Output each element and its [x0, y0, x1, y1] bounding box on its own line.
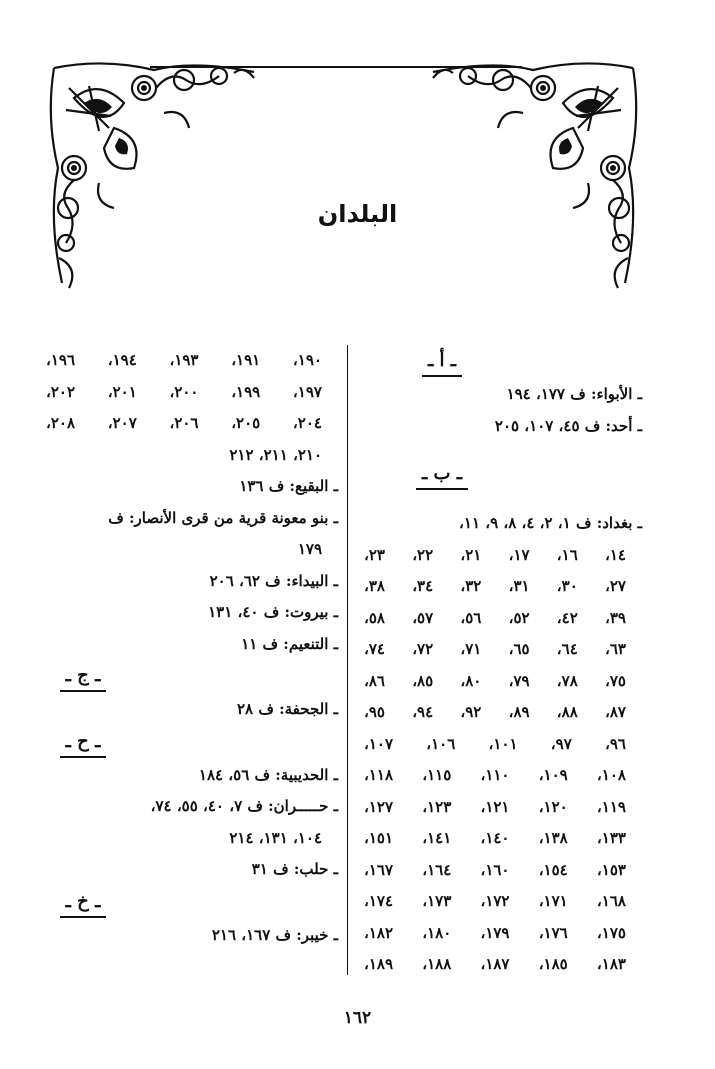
index-entry-continuation: ١١٩، ١٢٠، ١٢١، ١٢٣، ١٢٧،	[364, 797, 626, 816]
corner-ornament-left-icon	[44, 58, 259, 290]
index-entry: ـ أحد: ف ٤٥، ١٠٧، ٢٠٥	[494, 416, 642, 435]
index-column-right	[364, 345, 642, 981]
index-entry-continuation: ١٣٣، ١٣٨، ١٤٠، ١٤١، ١٥١،	[364, 829, 626, 847]
spacer	[364, 492, 642, 508]
index-entry-continuation: ١٧٩	[297, 540, 322, 558]
index-entry: ـ حـــــران: ف ٧، ٤٠، ٥٥، ٧٤،	[150, 797, 338, 815]
index-entry: ـ بغداد: ف ١، ٢، ٤، ٨، ٩، ١١،	[459, 514, 642, 532]
index-entry-continuation: ١٥٣، ١٥٤، ١٦٠، ١٦٤، ١٦٧،	[364, 860, 626, 879]
index-entry-continuation: ٧٥، ٧٨، ٧٩، ٨٠، ٨٥، ٨٦،	[364, 671, 626, 690]
index-entry: ـ الحديبية: ف ٥٦، ١٨٤	[198, 765, 338, 784]
section-letter-text: ـ ج ـ	[60, 662, 107, 692]
section-letter-text: ـ ب ـ	[416, 460, 468, 490]
index-entry: ـ الجحفة: ف ٢٨	[236, 700, 338, 718]
index-entry: ـ البقيع: ف ١٣٦	[239, 477, 338, 495]
section-letter-text: ـ أ ـ	[422, 347, 462, 377]
page-title: البلدان	[317, 200, 398, 228]
index-entry: ـ حلب: ف ٣١	[251, 860, 338, 878]
index-entry-continuation: ٩٦، ٩٧، ١٠١، ١٠٦، ١٠٧،	[364, 734, 626, 753]
index-entry-continuation: ٢٧، ٣٠، ٣١، ٣٢، ٣٤، ٣٨،	[364, 577, 626, 595]
section-letter-text: ـ ح ـ	[60, 728, 107, 758]
index-entry-continuation: ١٠٤، ١٣١، ٢١٤	[229, 828, 322, 847]
index-entry-continuation: ٨٧، ٨٨، ٨٩، ٩٢، ٩٤، ٩٥،	[364, 703, 626, 721]
index-entry-continuation: ٦٣، ٦٤، ٦٥، ٧١، ٧٢، ٧٤،	[364, 640, 626, 658]
index-entry-continuation: ١٨٣، ١٨٥، ١٨٧، ١٨٨، ١٨٩،	[364, 955, 626, 973]
index-entry: ـ التنعيم: ف ١١	[241, 634, 338, 653]
corner-ornament-right-icon	[428, 58, 643, 290]
spacer	[364, 442, 642, 458]
index-entry-continuation: ٣٩، ٤٢، ٥٢، ٥٦، ٥٧، ٥٨،	[364, 608, 626, 627]
index-entry: ـ بنو معونة قرية من قرى الأنصار: ف	[108, 508, 338, 527]
index-entry-continuation: ٢١٠، ٢١١، ٢١٢	[229, 445, 322, 464]
index-entry-continuation: ١٦٨، ١٧١، ١٧٢، ١٧٣، ١٧٤،	[364, 892, 626, 910]
index-entry-continuation: ١٧٥، ١٧٦، ١٧٩، ١٨٠، ١٨٢،	[364, 923, 626, 942]
section-letter-heading	[372, 347, 512, 379]
index-entry-continuation: ١٤، ١٦، ١٧، ٢١، ٢٢، ٢٣،	[364, 545, 626, 564]
column-divider	[347, 345, 348, 975]
section-letter-heading	[372, 460, 512, 492]
section-letter-heading	[48, 728, 118, 760]
index-entry: ـ بيروت: ف ٤٠، ١٣١	[208, 603, 338, 621]
index-entry-continuation: ١٠٨، ١٠٩، ١١٠، ١١٥، ١١٨،	[364, 766, 626, 784]
index-entry-continuation: ١٩٠، ١٩١، ١٩٣، ١٩٤، ١٩٦،	[46, 351, 322, 369]
page-number: ١٦٢	[343, 1008, 372, 1028]
index-entry: ـ الأبواء: ف ١٧٧، ١٩٤	[506, 385, 642, 403]
index-entry: ـ خيبر: ف ١٦٧، ٢١٦	[211, 925, 338, 944]
section-letter-heading	[48, 662, 118, 694]
index-entry-continuation: ٢٠٤، ٢٠٥، ٢٠٦، ٢٠٧، ٢٠٨،	[46, 414, 322, 432]
index-entry-continuation: ١٩٧، ١٩٩، ٢٠٠، ٢٠١، ٢٠٢،	[46, 382, 322, 401]
index-column-left	[46, 345, 338, 951]
index-entry: ـ البيداء: ف ٦٢، ٢٠٦	[209, 571, 338, 590]
section-letter-text: ـ خ ـ	[60, 888, 107, 918]
section-letter-heading	[48, 888, 118, 920]
header-rule	[150, 66, 522, 68]
